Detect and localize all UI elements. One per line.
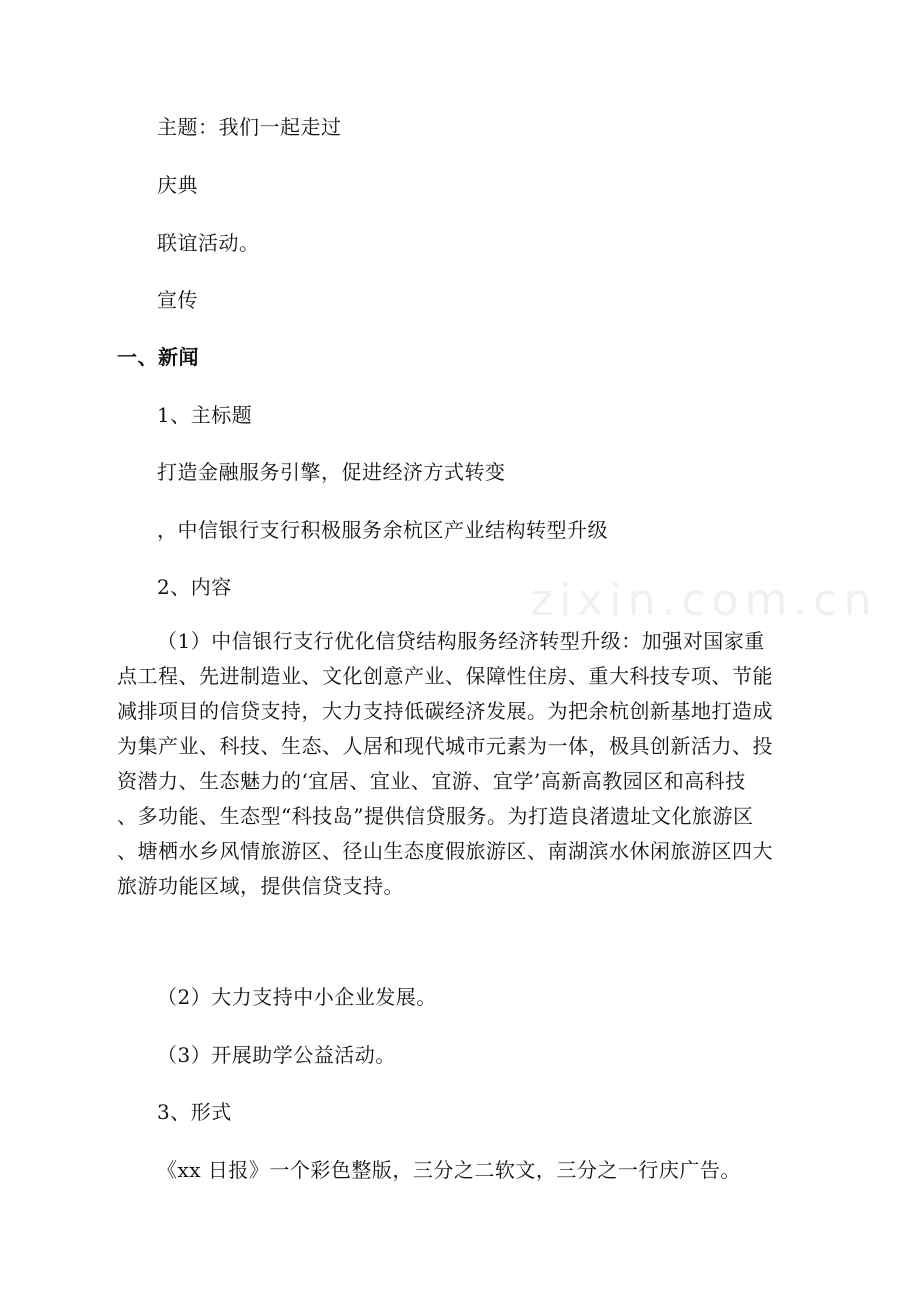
paragraph-line: 、多功能、生态型“科技岛”提供信贷服务。为打造良渚遗址文化旅游区: [117, 804, 754, 828]
main-title-line-2: ，中信银行支行积极服务余杭区产业结构转型升级: [157, 518, 608, 542]
paragraph-line: （1）中信银行支行优化信贷结构服务经济转型升级：加强对国家重: [157, 629, 765, 653]
content-paragraph-1: [117, 624, 807, 904]
party-line: 联谊活动。: [157, 231, 260, 255]
form-text: 《xx 日报》一个彩色整版，三分之二软文，三分之一行庆广告。: [157, 1158, 741, 1182]
content-paragraph-3: （3）开展助学公益活动。: [157, 1043, 396, 1067]
theme-line: 主题：我们一起走过: [157, 115, 342, 139]
paragraph-line: 点工程、先进制造业、文化创意产业、保障性住房、重大科技专项、节能: [117, 664, 773, 688]
paragraph-line: 减排项目的信贷支持，大力支持低碳经济发展。为把余杭创新基地打造成: [117, 699, 773, 723]
main-title-line-1: 打造金融服务引擎，促进经济方式转变: [157, 460, 506, 484]
celebration-line: 庆典: [157, 173, 198, 197]
paragraph-line: 、塘栖水乡风情旅游区、径山生态度假旅游区、南湖滨水休闲旅游区四大: [117, 839, 773, 863]
content-paragraph-2: （2）大力支持中小企业发展。: [157, 985, 437, 1009]
paragraph-line: 资潜力、生态魅力的‘宜居、宜业、宜游、宜学’高新高教园区和高科技: [117, 769, 746, 793]
content-heading: 2、内容: [157, 575, 232, 599]
paragraph-line: 为集产业、科技、生态、人居和现代城市元素为一体，极具创新活力、投: [117, 734, 773, 758]
paragraph-line: 旅游功能区域，提供信贷支持。: [117, 874, 404, 898]
publicity-line: 宣传: [157, 288, 198, 312]
section-heading-news: 一、新闻: [117, 345, 199, 369]
main-title-heading: 1、主标题: [157, 403, 253, 427]
watermark: zixin.com.cn: [530, 575, 878, 626]
form-heading: 3、形式: [157, 1100, 232, 1124]
